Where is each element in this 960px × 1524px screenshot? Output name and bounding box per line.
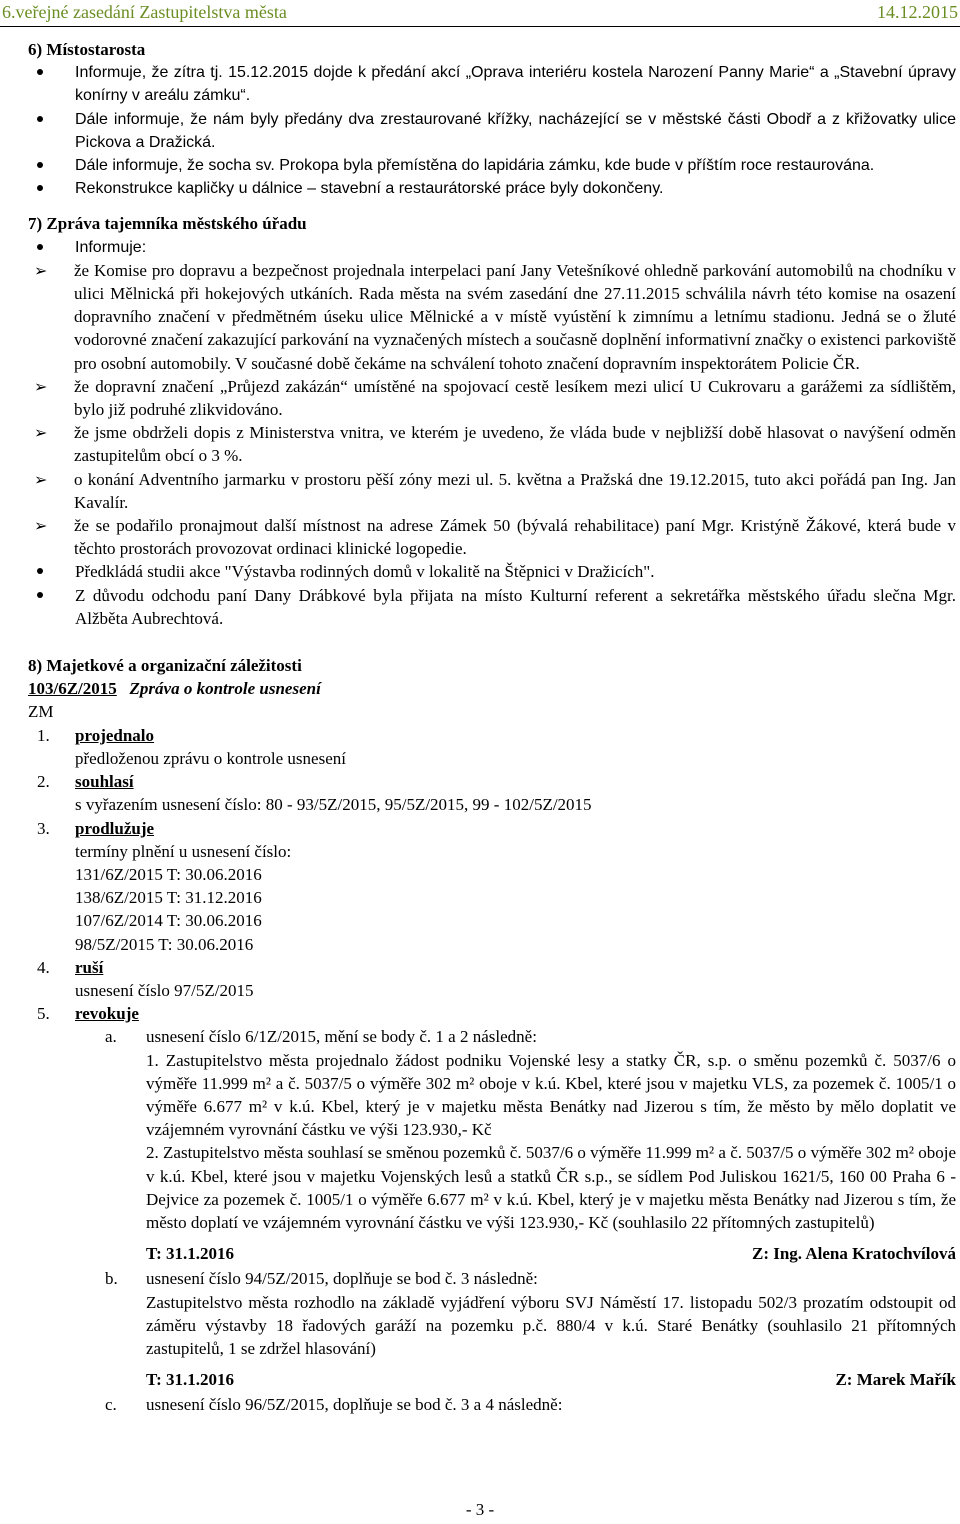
list-item: Rekonstrukce kapličky u dálnice – stavební a restaurátorské práce byly dokončeny.	[28, 177, 956, 200]
list-item: Dále informuje, že socha sv. Prokopa byla přemístěna do lapidária zámku, kde bude v příštím roce restaurována.	[28, 154, 956, 177]
list-item: Informuje, že zítra tj. 15.12.2015 dojde k předání akcí „Oprava interiéru kostela Narození Panny Marie“ a „Stavební úpravy konírny v areálu zámku“.	[28, 61, 956, 107]
zm-label: ZM	[28, 702, 54, 722]
sub-list-item: ➢ že se podařilo pronajmout další místnost na adrese Zámek 50 (bývalá rehabilitace) paní Mgr. Kristýně Žákové, která bude v těchto prostorách provozovat ordinaci klinické logopedie.	[34, 516, 956, 559]
term-responsible-row	[146, 1242, 956, 1265]
term: T: 31.1.2016	[146, 1370, 234, 1390]
page-header	[0, 0, 960, 27]
header-date: 14.12.2015	[877, 2, 958, 22]
arrow-bullet-icon: ➢	[34, 516, 48, 536]
sub-list-item: ➢ že Komise pro dopravu a bezpečnost projednala interpelaci paní Jany Vetešníkové ohledně parkování automobilů na chodníku v ulici Mělnická při hokejových utkáních. Rada města na svém zasedání dne 27.11.2015 schválila návrh této komise na osazení dopravního značení v předmětném úseku ulice Mělnické a v místě vyústění k zimnímu a letnímu stadionu. Jedná se o žluté vodorovné značení zakazující parkování na vyznačených místech a současně doplnění informativní značky o existenci parkoviště pro osobní automobily. V současné době čekáme na schválení tohoto značení dopravním inspektorátem Policie ČR.	[34, 260, 956, 373]
arrow-bullet-icon: ➢	[34, 260, 48, 280]
list-item	[28, 236, 956, 561]
list-item: Dále informuje, že nám byly předány dva zrestaurované křížky, nacházející se v městské části Obodř a z křižovatky ulice Pickova a Dražická.	[28, 108, 956, 154]
resolution-point: 2. souhlasí s vyřazením usnesení číslo: 80 - 93/5Z/2015, 95/5Z/2015, 99 - 102/5Z/2015	[37, 772, 592, 815]
resolution-number: 103/6Z/2015	[28, 679, 117, 699]
revoke-item-a: a. usnesení číslo 6/1Z/2015, mění se body č. 1 a 2 následně: 1. Zastupitelstvo města projednalo žádost podniku Vojenské lesy a statky ČR, s.p. o směnu pozemků č. 5037/6 o výměře 11.999 m² a č. 5037/5 o výměře 302 m² oboje v k.ú. Kbel, které jsou v majetku VLS, za pozemek č. 1005/1 o výměře 6.677 m² v k.ú. Kbel, který je v majetku města Benátky nad Jizerou s tím, že město by mělo doplatit ve vzájemném vyrovnání částku ve výši 123.930,- Kč 2. Zastupitelstvo města souhlasí se směnou pozemků č. 5037/6 o výměře 11.999 m² a č. 5037/5 o výměře 302 m² oboje v k.ú. Kbel, které jsou v majetku Vojenských lesů a statků ČR s.p., se sídlem Pod Juliskou 1621/5, 160 00 Praha 6 - Dejvice za pozemek č. 1005/1 o výměře 6.677 m² v k.ú. Kbel, který je v majetku města Benátky nad Jizerou s tím, že město doplatí ve vzájemném vyrovnání částku ve výši 123.930,- Kč (souhlasilo 22 přítomných zastupitelů) T: 31.1.2016 Z: Ing. Alena Kratochvílová	[28, 1025, 956, 1265]
arrow-bullet-icon: ➢	[34, 423, 48, 443]
list-item: Předkládá studii akce "Výstavba rodinných domů v lokalitě na Štěpnici v Dražicích".	[28, 560, 956, 583]
resolution-point: 4. ruší usnesení číslo 97/5Z/2015	[37, 957, 254, 1000]
arrow-bullet-icon: ➢	[34, 469, 48, 489]
page-number: - 3 -	[465, 1500, 495, 1519]
section-8-title: 8) Majetkové a organizační záležitosti	[28, 656, 302, 676]
sub-list-item: ➢ že jsme obdrželi dopis z Ministerstva vnitra, ve kterém je uvedeno, že vláda bude v nejbližší době hlasovat o navýšení odměn zastupitelům obcí o 3 %.	[34, 423, 956, 466]
arrow-bullet-icon: ➢	[34, 376, 48, 396]
responsible: Z: Marek Mařík	[835, 1370, 956, 1390]
resolution-point: 5. revokuje a. usnesení číslo 6/1Z/2015, mění se body č. 1 a 2 následně: 1. Zastupitelstvo města projednalo žádost podniku Vojenské lesy a statky ČR, s.p. o směnu pozemků č. 5037/6 o výměře 11.999 m² a č. 5037/5 o výměře 302 m² oboje v k.ú. Kbel, které jsou v majetku VLS, za pozemek č. 1005/1 o výměře 6.677 m² v k.ú. Kbel, který je v majetku města Benátky nad Jizerou s tím, že město by mělo doplatit ve vzájemném vyrovnání částku ve výši 123.930,- Kč 2. Zastupitelstvo města souhlasí se směnou pozemků č. 5037/6 o výměře 11.999 m² a č. 5037/5 o výměře 302 m² oboje v k.ú. Kbel, které jsou v majetku Vojenských lesů a statků ČR s.p., se sídlem Pod Juliskou 1621/5, 160 00 Praha 6 - Dejvice za pozemek č. 1005/1 o výměře 6.677 m² v k.ú. Kbel, který je v majetku města Benátky nad Jizerou s tím, že město doplatí ve vzájemném vyrovnání částku ve výši 123.930,- Kč (souhlasilo 22 přítomných zastupitelů) T: 31.1.2016 Z: Ing. Alena Kratochvílová b. usnesení číslo 94/5Z/2015, doplňuje se bod č. 3 následně: Zastupitelstvo města rozhodlo na základě vyjádření výboru SVJ Náměstí 17. listopadu 502/3 prozatím odstoupit od záměru výstavby 18 řadových garáží na pozemku p.č. 880/4 v k.ú. Staré Benátky (souhlasilo 21 přítomných zastupitelů, 1 se zdržel hlasování) T: 31.1.2016 Z: Marek Mařík c. usnesení číslo 96/5Z/2015, doplňuje se bod č. 3 a 4 následně:	[28, 1002, 956, 1416]
term: T: 31.1.2016	[146, 1244, 234, 1264]
resolution-point: 1. projednalo předloženou zprávu o kontrole usnesení	[37, 725, 346, 768]
sub-list-item: ➢ že dopravní značení „Průjezd zakázán“ umístěné na spojovací cestě lesíkem mezi ulicí U Cukrovaru a garážemi za sídlištěm, bylo již podruhé zlikvidováno.	[34, 376, 956, 420]
informuje-sublist	[28, 259, 956, 561]
resolution-heading	[28, 677, 956, 700]
list-item: Z důvodu odchodu paní Dany Drábkové byla přijata na místo Kulturní referent a sekretářka městského úřadu slečna Mgr. Alžběta Aubrechtová.	[28, 584, 956, 630]
section-7-title: 7) Zpráva tajemníka městského úřadu	[28, 214, 307, 234]
term-responsible-row	[146, 1368, 956, 1391]
informuje-label: Informuje:	[75, 238, 147, 256]
document-body	[28, 38, 956, 1417]
resolution-title: Zpráva o kontrole usnesení	[129, 679, 321, 699]
section-7-list	[28, 236, 956, 630]
section-6-title: 6) Místostarosta	[28, 40, 146, 59]
revoke-item-b: b. usnesení číslo 94/5Z/2015, doplňuje se bod č. 3 následně: Zastupitelstvo města rozhodlo na základě vyjádření výboru SVJ Náměstí 17. listopadu 502/3 prozatím odstoupit od záměru výstavby 18 řadových garáží na pozemku p.č. 880/4 v k.ú. Staré Benátky (souhlasilo 21 přítomných zastupitelů, 1 se zdržel hlasování) T: 31.1.2016 Z: Marek Mařík	[28, 1267, 956, 1391]
responsible: Z: Ing. Alena Kratochvílová	[751, 1244, 956, 1264]
resolution-point: 3. prodlužuje termíny plnění u usnesení číslo: 131/6Z/2015 T: 30.06.2016 138/6Z/2015 T: 31.12.2016 107/6Z/2014 T: 30.06.2016 98/5Z/2015 T: 30.06.2016	[37, 818, 292, 954]
sub-list-item: ➢ o konání Adventního jarmarku v prostoru pěší zóny mezi ul. 5. května a Pražská dne 19.12.2015, tuto akci pořádá pan Ing. Jan Kavalír.	[34, 469, 956, 512]
resolution-points	[28, 724, 956, 1417]
header-title: 6.veřejné zasedání Zastupitelstva města	[2, 2, 287, 22]
section-6-list	[28, 61, 956, 200]
revoke-item-c: c. usnesení číslo 96/5Z/2015, doplňuje se bod č. 3 a 4 následně:	[105, 1395, 563, 1415]
